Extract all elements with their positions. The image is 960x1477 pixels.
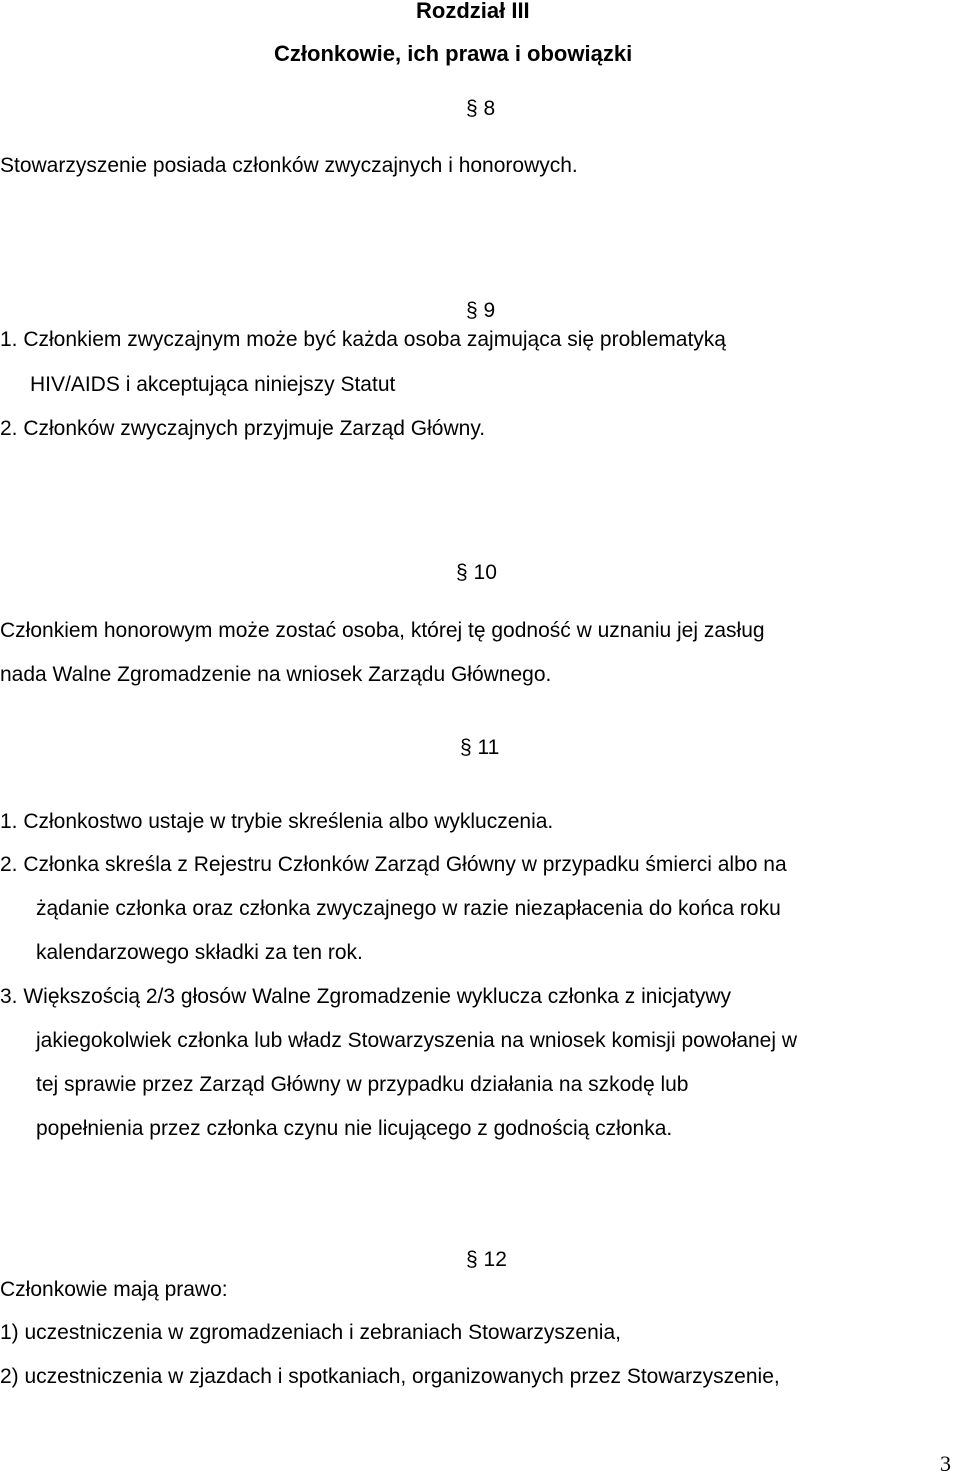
section-11-line-2: 2. Członka skreśla z Rejestru Członków Zarząd Główny w przypadku śmierci albo na bbox=[0, 853, 787, 876]
section-mark-8: § 8 bbox=[466, 97, 496, 120]
section-11-line-7: tej sprawie przez Zarząd Główny w przypadku działania na szkodę lub bbox=[36, 1073, 689, 1096]
section-11-line-8: popełnienia przez członka czynu nie licującego z godnością członka. bbox=[36, 1117, 673, 1140]
section-10-line-1: Członkiem honorowym może zostać osoba, której tę godność w uznaniu jej zasług bbox=[0, 619, 765, 642]
chapter-subtitle: Członkowie, ich prawa i obowiązki bbox=[274, 41, 633, 66]
section-12-line-1: Członkowie mają prawo: bbox=[0, 1278, 228, 1301]
page-number: 3 bbox=[940, 1451, 951, 1476]
section-11-line-6: jakiegokolwiek członka lub władz Stowarzyszenia na wniosek komisji powołanej w bbox=[36, 1029, 798, 1052]
section-9-line-2: HIV/AIDS i akceptująca niniejszy Statut bbox=[30, 373, 396, 396]
section-11-line-3: żądanie członka oraz członka zwyczajnego w razie niezapłacenia do końca roku bbox=[36, 897, 781, 920]
section-mark-9: § 9 bbox=[466, 299, 496, 322]
section-12-line-2: 1) uczestniczenia w zgromadzeniach i zebraniach Stowarzyszenia, bbox=[0, 1321, 621, 1344]
section-mark-10: § 10 bbox=[456, 561, 497, 584]
section-9-line-3: 2. Członków zwyczajnych przyjmuje Zarząd Główny. bbox=[0, 417, 486, 440]
section-11-line-5: 3. Większością 2/3 głosów Walne Zgromadzenie wyklucza członka z inicjatywy bbox=[0, 985, 732, 1008]
section-8-line-1: Stowarzyszenie posiada członków zwyczajnych i honorowych. bbox=[0, 154, 578, 177]
section-mark-12: § 12 bbox=[466, 1248, 507, 1271]
section-11-line-4: kalendarzowego składki za ten rok. bbox=[36, 941, 363, 964]
section-mark-11: § 11 bbox=[460, 736, 500, 759]
section-12-line-3: 2) uczestniczenia w zjazdach i spotkaniach, organizowanych przez Stowarzyszenie, bbox=[0, 1365, 780, 1388]
section-11-line-1: 1. Członkostwo ustaje w trybie skreślenia albo wykluczenia. bbox=[0, 810, 554, 833]
chapter-title: Rozdział III bbox=[416, 0, 530, 23]
section-9-line-1: 1. Członkiem zwyczajnym może być każda osoba zajmująca się problematyką bbox=[0, 328, 726, 351]
section-10-line-2: nada Walne Zgromadzenie na wniosek Zarządu Głównego. bbox=[0, 663, 552, 686]
